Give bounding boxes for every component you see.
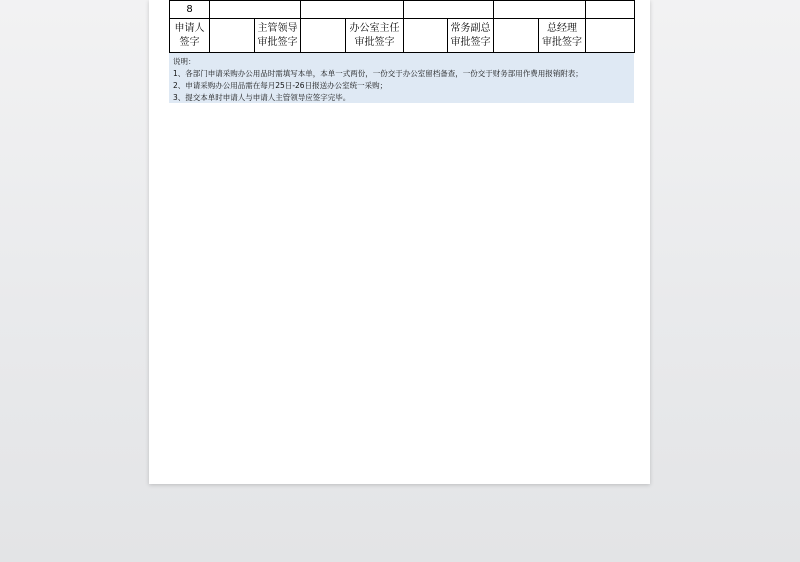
signature-label-line: 办公室主任 <box>349 22 400 34</box>
notes-item: 1、各部门申请采购办公用品时需填写本单，本单一式两份，一份交于办公室留档备查，一份交于财务部用作费用报销附表； <box>173 69 583 78</box>
signature-label-line: 申请人 <box>174 22 205 34</box>
signature-row <box>170 19 635 53</box>
table-cell <box>404 1 494 19</box>
signature-field-supervisor[interactable] <box>301 19 346 53</box>
signature-label-applicant <box>170 19 210 53</box>
signature-field-office-director[interactable] <box>404 19 448 53</box>
signature-label-executive-vp <box>448 19 494 53</box>
signature-label-supervisor <box>255 19 301 53</box>
signature-label-office-director <box>346 19 404 53</box>
signature-label-line: 审批签字 <box>354 36 395 48</box>
signature-label-line: 主管领导 <box>257 22 298 34</box>
signature-label-line: 审批签字 <box>542 36 582 48</box>
notes-title: 说明： <box>173 57 196 66</box>
signature-field-applicant[interactable] <box>210 19 255 53</box>
signature-label-line: 审批签字 <box>450 36 491 48</box>
document-page <box>149 0 650 484</box>
notes-item: 3、提交本单时申请人与申请人主管领导应签字完毕。 <box>173 93 351 102</box>
purchase-request-table <box>169 0 635 53</box>
signature-field-executive-vp[interactable] <box>494 19 539 53</box>
signature-label-line: 总经理 <box>547 22 577 34</box>
notes-box <box>169 53 634 103</box>
table-cell <box>586 1 635 19</box>
table-row <box>170 1 635 19</box>
table-cell <box>494 1 586 19</box>
table-cell <box>210 1 301 19</box>
signature-label-general-manager <box>539 19 586 53</box>
table-cell <box>301 1 404 19</box>
signature-label-line: 签字 <box>179 36 200 48</box>
signature-field-general-manager[interactable] <box>586 19 635 53</box>
signature-label-line: 审批签字 <box>257 36 298 48</box>
notes-item: 2、申请采购办公用品需在每月25日-26日报送办公室统一采购； <box>173 81 388 90</box>
row-number-cell: 8 <box>170 1 210 19</box>
signature-label-line: 常务副总 <box>450 22 491 34</box>
